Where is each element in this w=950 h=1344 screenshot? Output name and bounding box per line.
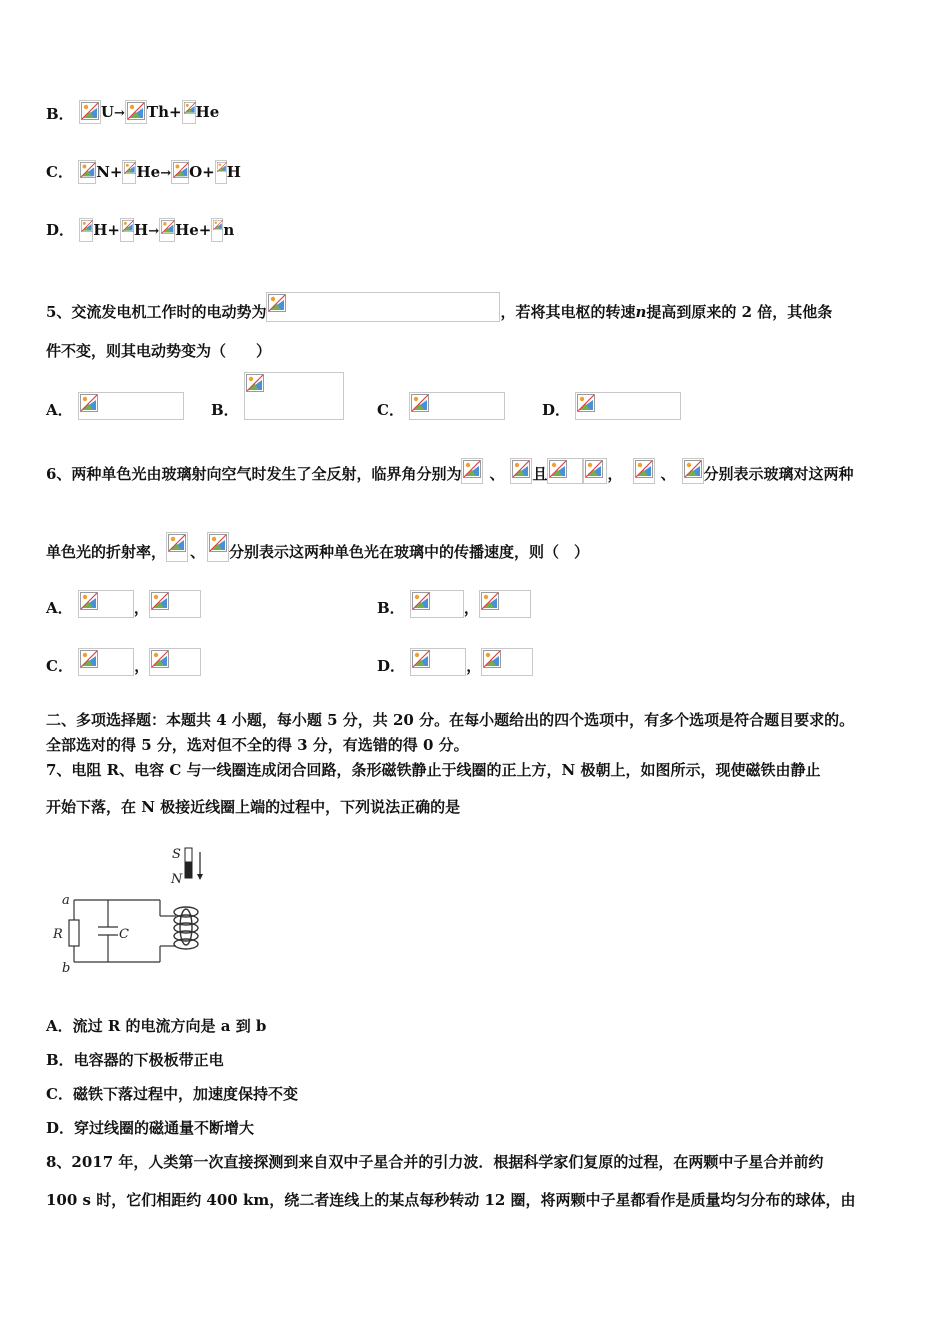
broken-image-icon (410, 648, 466, 676)
bar-magnet (185, 848, 203, 880)
q6-option-b[interactable]: B． ， (377, 590, 531, 618)
q5-stem-line1: 5、交流发电机工作时的电动势为 ，若将其电枢的转速n提高到原来的 2 倍，其他条 (46, 292, 832, 322)
q4-option-d: D． H+ H→ He+ n (46, 218, 234, 242)
broken-image-icon (159, 218, 175, 242)
broken-image-icon (409, 392, 505, 420)
broken-image-icon (583, 458, 607, 484)
broken-image-icon (207, 532, 229, 562)
q7-option-c[interactable]: C．磁铁下落过程中，加速度保持不变 (46, 1085, 298, 1103)
label-a: a (62, 893, 70, 908)
q8-stem-line1: 8、2017 年，人类第一次直接探测到来自双中子星合并的引力波．根据科学家们复原的过程，在两颗中子星合并前约 (46, 1153, 824, 1171)
broken-image-icon (120, 218, 134, 242)
q6-option-d[interactable]: D． ， (377, 648, 533, 676)
label-r: R (53, 927, 63, 942)
q7-option-d[interactable]: D．穿过线圈的磁通量不断增大 (46, 1119, 255, 1137)
broken-image-icon (547, 458, 583, 484)
broken-image-icon (171, 160, 189, 184)
q6-option-a[interactable]: A． ， (46, 590, 201, 618)
label-b: b (62, 961, 71, 976)
broken-image-icon (79, 100, 101, 124)
q7-circuit-figure (48, 842, 218, 977)
broken-image-icon (682, 458, 704, 484)
label-c: C (119, 927, 129, 942)
broken-image-icon (266, 292, 500, 322)
broken-image-icon (78, 392, 184, 420)
broken-image-icon (215, 160, 227, 184)
q7-option-b[interactable]: B．电容器的下极板带正电 (46, 1051, 224, 1069)
broken-image-icon (78, 648, 134, 676)
broken-image-icon (479, 590, 531, 618)
coil (174, 907, 198, 949)
q5-option-d[interactable]: D． (542, 392, 681, 420)
broken-image-icon (481, 648, 533, 676)
q5-stem-line2: 件不变，则其电动势变为（ ） (46, 342, 272, 360)
broken-image-icon (78, 590, 134, 618)
section2-heading-line2: 全部选对的得 5 分，选对但不全的得 3 分，有选错的得 0 分。 (46, 736, 469, 754)
broken-image-icon (410, 590, 464, 618)
q6-stem-line1: 6、两种单色光由玻璃射向空气时发生了全反射，临界角分别为 、 且 ， 、 分别表示玻璃对这两种 (46, 458, 854, 484)
broken-image-icon (122, 160, 136, 184)
q6-option-c[interactable]: C． ， (46, 648, 201, 676)
q4-option-b: B． U→ Th+ He (46, 100, 219, 124)
q7-option-a[interactable]: A．流过 R 的电流方向是 a 到 b (46, 1017, 267, 1035)
broken-image-icon (166, 532, 188, 562)
q5-option-b[interactable]: B． (211, 372, 344, 420)
broken-image-icon (149, 590, 201, 618)
q7-stem-line2: 开始下落，在 N 极接近线圈上端的过程中，下列说法正确的是 (46, 798, 461, 816)
broken-image-icon (633, 458, 655, 484)
broken-image-icon (182, 100, 196, 124)
broken-image-icon (211, 218, 223, 242)
broken-image-icon (79, 218, 93, 242)
q5-option-a[interactable]: A． (46, 392, 184, 420)
broken-image-icon (461, 458, 483, 484)
broken-image-icon (78, 160, 96, 184)
broken-image-icon (125, 100, 147, 124)
broken-image-icon (149, 648, 201, 676)
q6-stem-line2: 单色光的折射率， 、 分别表示这两种单色光在玻璃中的传播速度，则（ ） (46, 532, 589, 562)
q4-option-c: C． N+ He→ O+ H (46, 160, 241, 184)
q8-stem-line2: 100 s 时，它们相距约 400 km，绕二者连线上的某点每秒转动 12 圈，将两颗中子星都看作是质量均匀分布的球体，由 (46, 1191, 856, 1209)
broken-image-icon (575, 392, 681, 420)
label-n: N (171, 872, 183, 887)
label-s: S (172, 847, 181, 862)
q7-stem-line1: 7、电阻 R、电容 C 与一线圈连成闭合回路，条形磁铁静止于线圈的正上方，N 极朝上，如图所示，现使磁铁由静止 (46, 761, 821, 779)
broken-image-icon (510, 458, 532, 484)
section2-heading-line1: 二、多项选择题：本题共 4 小题，每小题 5 分，共 20 分。在每小题给出的四个选项中，有多个选项是符合题目要求的。 (46, 711, 855, 729)
broken-image-icon (244, 372, 344, 420)
q5-option-c[interactable]: C． (377, 392, 505, 420)
